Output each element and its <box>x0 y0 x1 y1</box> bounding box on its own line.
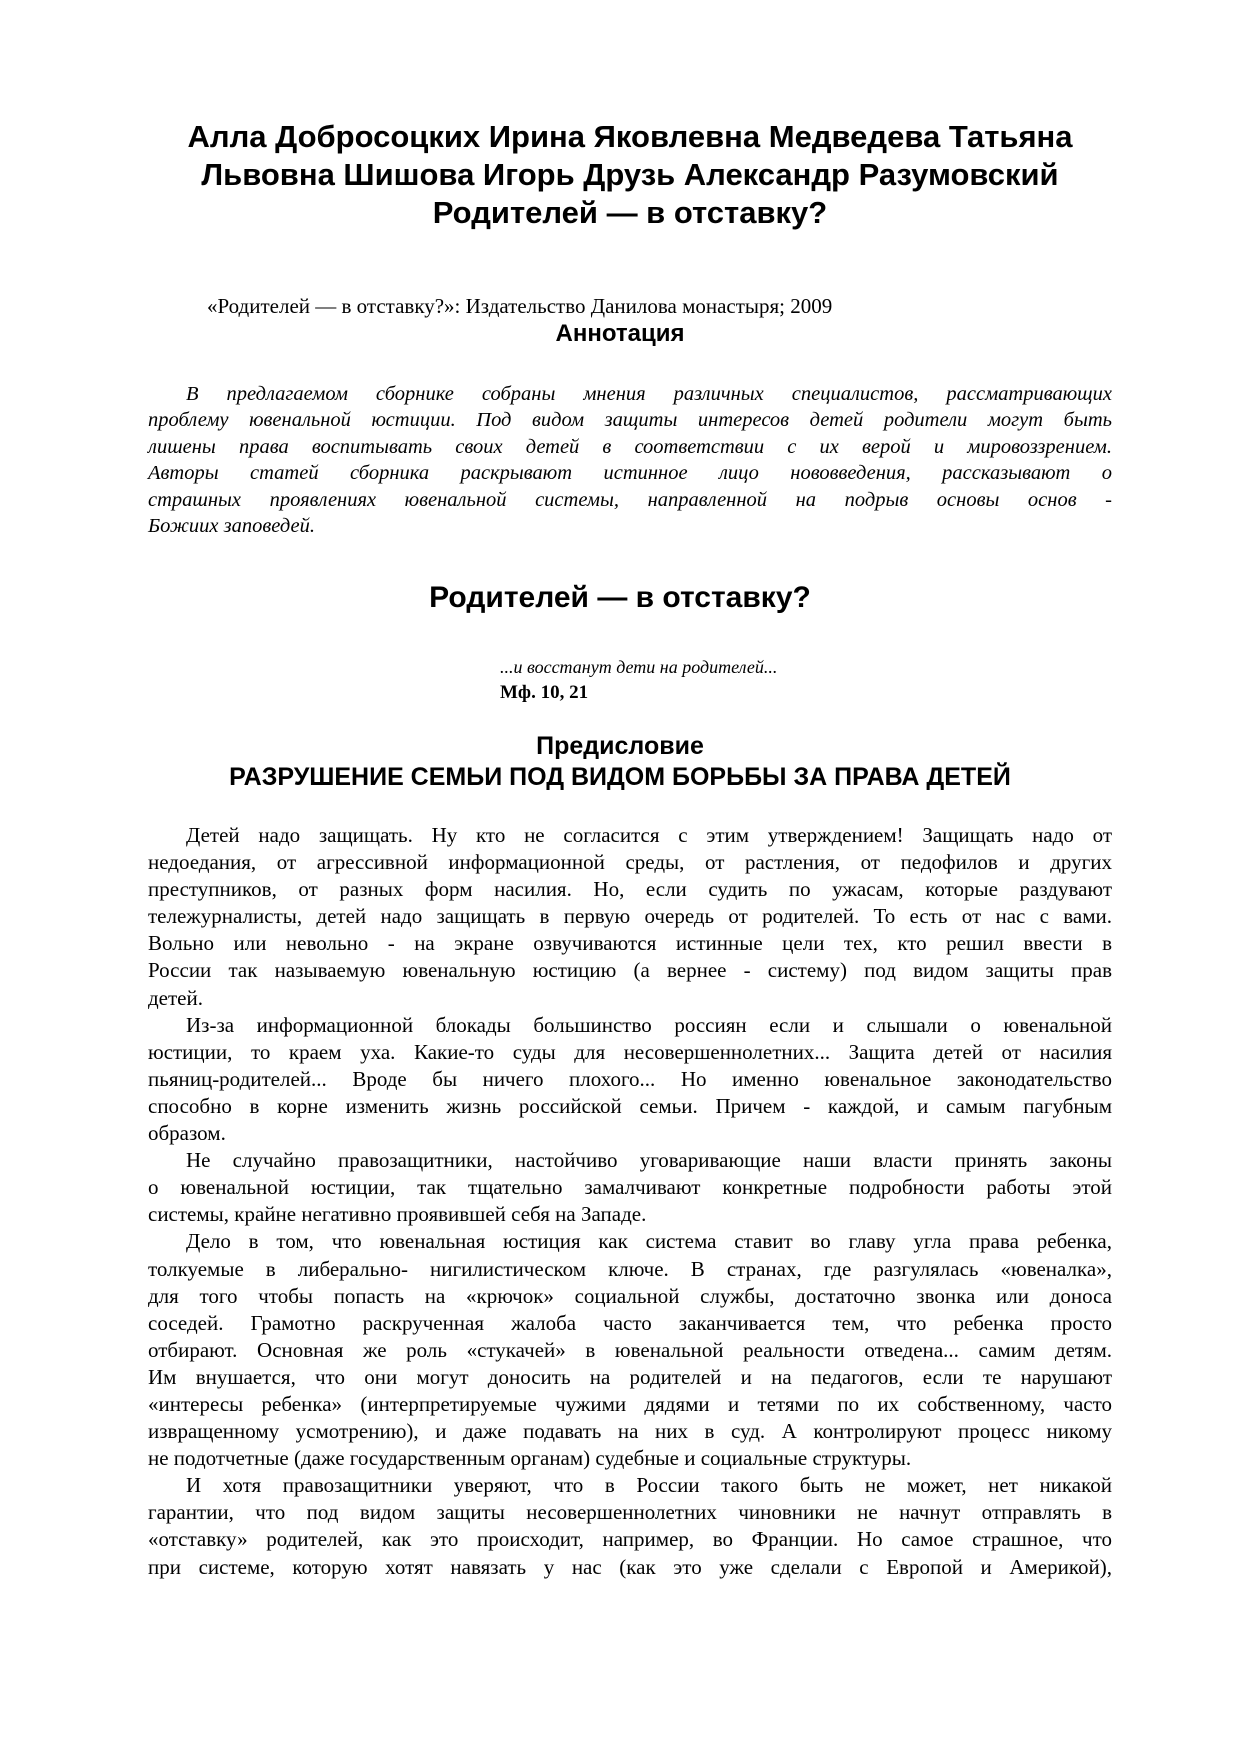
title-line: Львовна Шишова Игорь Друзь Александр Разумовский <box>201 157 1059 192</box>
text-line: Авторы статей сборника раскрывают истинное лицо нововведения, рассказывают о <box>148 462 1112 485</box>
body-text <box>148 822 1112 1581</box>
text-line: о ювенальной юстиции, так тщательно замалчивают конкретные подробности работы этой <box>148 1175 1112 1200</box>
text-line: для того чтобы попасть на «крючок» социальной службы, достаточно звонка или доноса <box>148 1283 1112 1308</box>
text-line: Им внушается, что они могут доносить на родителей и на педагогов, если те нарушают <box>148 1364 1112 1389</box>
text-line: образом. <box>148 1121 226 1146</box>
text-line: тележурналисты, детей надо защищать в первую очередь от родителей. То есть от нас с вами. <box>148 904 1112 929</box>
epigraph-quote: ...и восстанут дети на родителей... <box>500 657 778 677</box>
text-line: страшных проявлениях ювенальной системы, направленной на подрыв основы основ - <box>148 488 1112 511</box>
text-line: способно в корне изменить жизнь российской семьи. Причем - каждой, и самым пагубным <box>148 1093 1112 1118</box>
text-line: «интересы ребенка» (интерпретируемые чужими дядями и тетями по их собственному, часто <box>148 1391 1112 1416</box>
annotation-heading: Аннотация <box>555 320 685 347</box>
publication-info: «Родителей — в отставку?»: Издательство Данилова монастыря; 2009 <box>207 294 833 318</box>
text-line: системы, крайне негативно проявившей себя на Западе. <box>148 1202 647 1227</box>
text-line: толкуемые в либерально- нигилистическом ключе. В странах, где разгулялась «ювеналка», <box>148 1256 1112 1281</box>
text-line: «отставку» родителей, как это происходит, например, во Франции. Но самое страшное, что <box>148 1527 1112 1552</box>
text-line: России так называемую ювенальную юстицию (а вернее - систему) под видом защиты прав <box>148 958 1112 983</box>
text-line: проблему ювенальной юстиции. Под видом защиты интересов детей родители могут быть <box>148 409 1112 432</box>
text-line: лишены права воспитывать своих детей в соответствии с их верой и мировоззрением. <box>148 435 1112 458</box>
text-line: Вольно или невольно - на экране озвучиваются истинные цели тех, кто решил ввести в <box>148 931 1112 956</box>
epigraph <box>500 655 777 705</box>
preface-label: Предисловие <box>536 732 704 760</box>
text-line: недоедания, от агрессивной информационной среды, от растления, от педофилов и других <box>148 850 1112 875</box>
text-line: отбирают. Основная же роль «стукачей» в ювенальной реальности отведена... самим детям. <box>148 1337 1112 1362</box>
text-line: Не случайно правозащитники, настойчиво уговаривающие наши власти принять законы <box>186 1148 1112 1173</box>
text-line: извращенному усмотрению), и даже подавать на них в суд. А контролируют процесс никому <box>148 1419 1112 1444</box>
text-line: В предлагаемом сборнике собраны мнения различных специалистов, рассматривающих <box>186 383 1112 405</box>
title-line: Алла Добросоцких Ирина Яковлевна Медведева Татьяна <box>187 119 1073 154</box>
annotation-text <box>148 381 1112 539</box>
text-line: юстиции, то краем уха. Какие-то суды для несовершеннолетних... Защита детей от насилия <box>148 1039 1112 1064</box>
text-line: Божиих заповедей. <box>148 514 315 537</box>
text-line: Детей надо защищать. Ну кто не согласится с этим утверждением! Защищать надо от <box>186 823 1112 847</box>
preface-heading: РАЗРУШЕНИЕ СЕМЬИ ПОД ВИДОМ БОРЬБЫ ЗА ПРАВА ДЕТЕЙ <box>229 763 1011 791</box>
text-line: гарантии, что под видом защиты несовершеннолетних чиновники не начнут отправлять в <box>148 1500 1112 1525</box>
text-line: пьяниц-родителей... Вроде бы ничего плохого... Но именно ювенальное законодательство <box>148 1066 1112 1091</box>
text-line: Из-за информационной блокады большинство россиян если и слышали о ювенальной <box>186 1012 1112 1037</box>
preface-heading-block <box>0 731 1240 793</box>
text-line: преступников, от разных форм насилия. Но, если судить по ужасам, которые раздувают <box>148 877 1112 902</box>
text-line: при системе, которую хотят навязать у нас (как это уже сделали с Европой и Америкой), <box>148 1554 1112 1579</box>
text-line: Дело в том, что ювенальная юстиция как система ставит во главу угла права ребенка, <box>186 1229 1112 1254</box>
text-line: И хотя правозащитники уверяют, что в России такого быть не может, нет никакой <box>186 1473 1112 1498</box>
section-title: Родителей — в отставку? <box>429 581 811 614</box>
book-title <box>150 118 1110 232</box>
title-line: Родителей — в отставку? <box>432 195 828 230</box>
text-line: не подотчетные (даже государственным органам) судебные и социальные структуры. <box>148 1446 912 1471</box>
epigraph-reference: Мф. 10, 21 <box>500 682 589 703</box>
text-line: детей. <box>148 985 203 1010</box>
text-line: соседей. Грамотно раскрученная жалоба часто заканчивается тем, что ребенка просто <box>148 1310 1112 1335</box>
